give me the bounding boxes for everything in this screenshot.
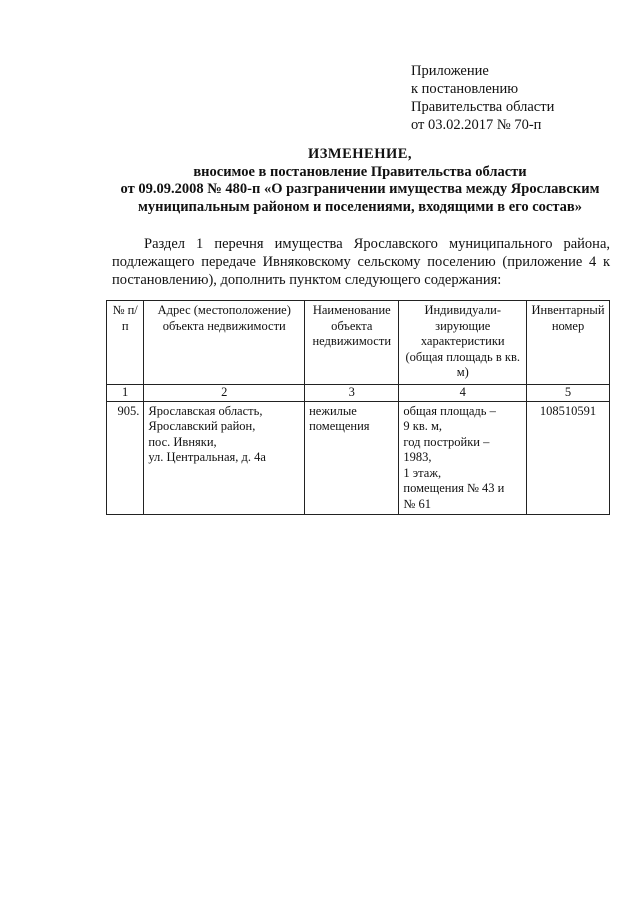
table-row	[107, 401, 610, 515]
column-number: 3	[305, 385, 399, 402]
characteristics-line: год постройки –	[403, 434, 490, 449]
characteristics-line: 1983,	[403, 450, 432, 464]
address-line: Ярославская область,	[148, 403, 263, 418]
body-paragraph: Раздел 1 перечня имущества Ярославского муниципального района, подлежащего передаче Ивняковскому сельскому поселению (приложение 4 к постановлению), дополнить пунктом следующего содержания:	[112, 236, 610, 288]
name-line: помещения	[309, 419, 370, 433]
column-number: 4	[399, 385, 527, 402]
appendix-line: Правительства области	[411, 99, 555, 115]
table-header-row	[107, 301, 610, 385]
column-number: 1	[107, 385, 144, 402]
column-number-row	[107, 385, 610, 402]
property-table	[106, 300, 610, 515]
appendix-line: Приложение	[411, 63, 489, 79]
title-line: от 09.09.2008 № 480-п «О разграничении имущества между Ярославским	[120, 181, 600, 197]
address-line: пос. Ивняки,	[148, 434, 217, 449]
header-address: Адрес (местоположение) объекта недвижимости	[144, 301, 305, 385]
cell-name	[305, 401, 399, 515]
cell-number: 905.	[107, 401, 144, 515]
characteristics-line: общая площадь –	[403, 403, 496, 418]
characteristics-line: 1 этаж,	[403, 465, 442, 480]
column-number: 5	[527, 385, 610, 402]
column-number: 2	[144, 385, 305, 402]
appendix-header	[411, 62, 554, 134]
header-number: № п/п	[107, 301, 144, 385]
cell-inventory: 108510591	[527, 401, 610, 515]
appendix-line: к постановлению	[411, 81, 519, 97]
cell-address	[144, 401, 305, 515]
title-line: вносимое в постановление Правительства области	[193, 163, 527, 180]
header-characteristics: Индивидуали-зирующие характеристики (общая площадь в кв. м)	[399, 301, 527, 385]
body-text	[112, 235, 610, 289]
title-heading: ИЗМЕНЕНИЕ,	[307, 146, 413, 162]
header-name: Наименование объекта недвижимости	[305, 301, 399, 385]
characteristics-line: № 61	[403, 496, 431, 511]
header-inventory: Инвентарный номер	[527, 301, 610, 385]
title-line: муниципальным районом и поселениями, входящими в его состав»	[138, 198, 582, 215]
name-line: нежилые	[309, 403, 357, 418]
document-title	[96, 146, 624, 216]
address-line: ул. Центральная, д. 4а	[148, 450, 266, 464]
appendix-line: от 03.02.2017 № 70-п	[411, 117, 542, 133]
address-line: Ярославский район,	[148, 419, 256, 433]
characteristics-line: помещения № 43 и	[403, 481, 505, 495]
characteristics-line: 9 кв. м,	[403, 419, 443, 433]
cell-characteristics	[399, 401, 527, 515]
